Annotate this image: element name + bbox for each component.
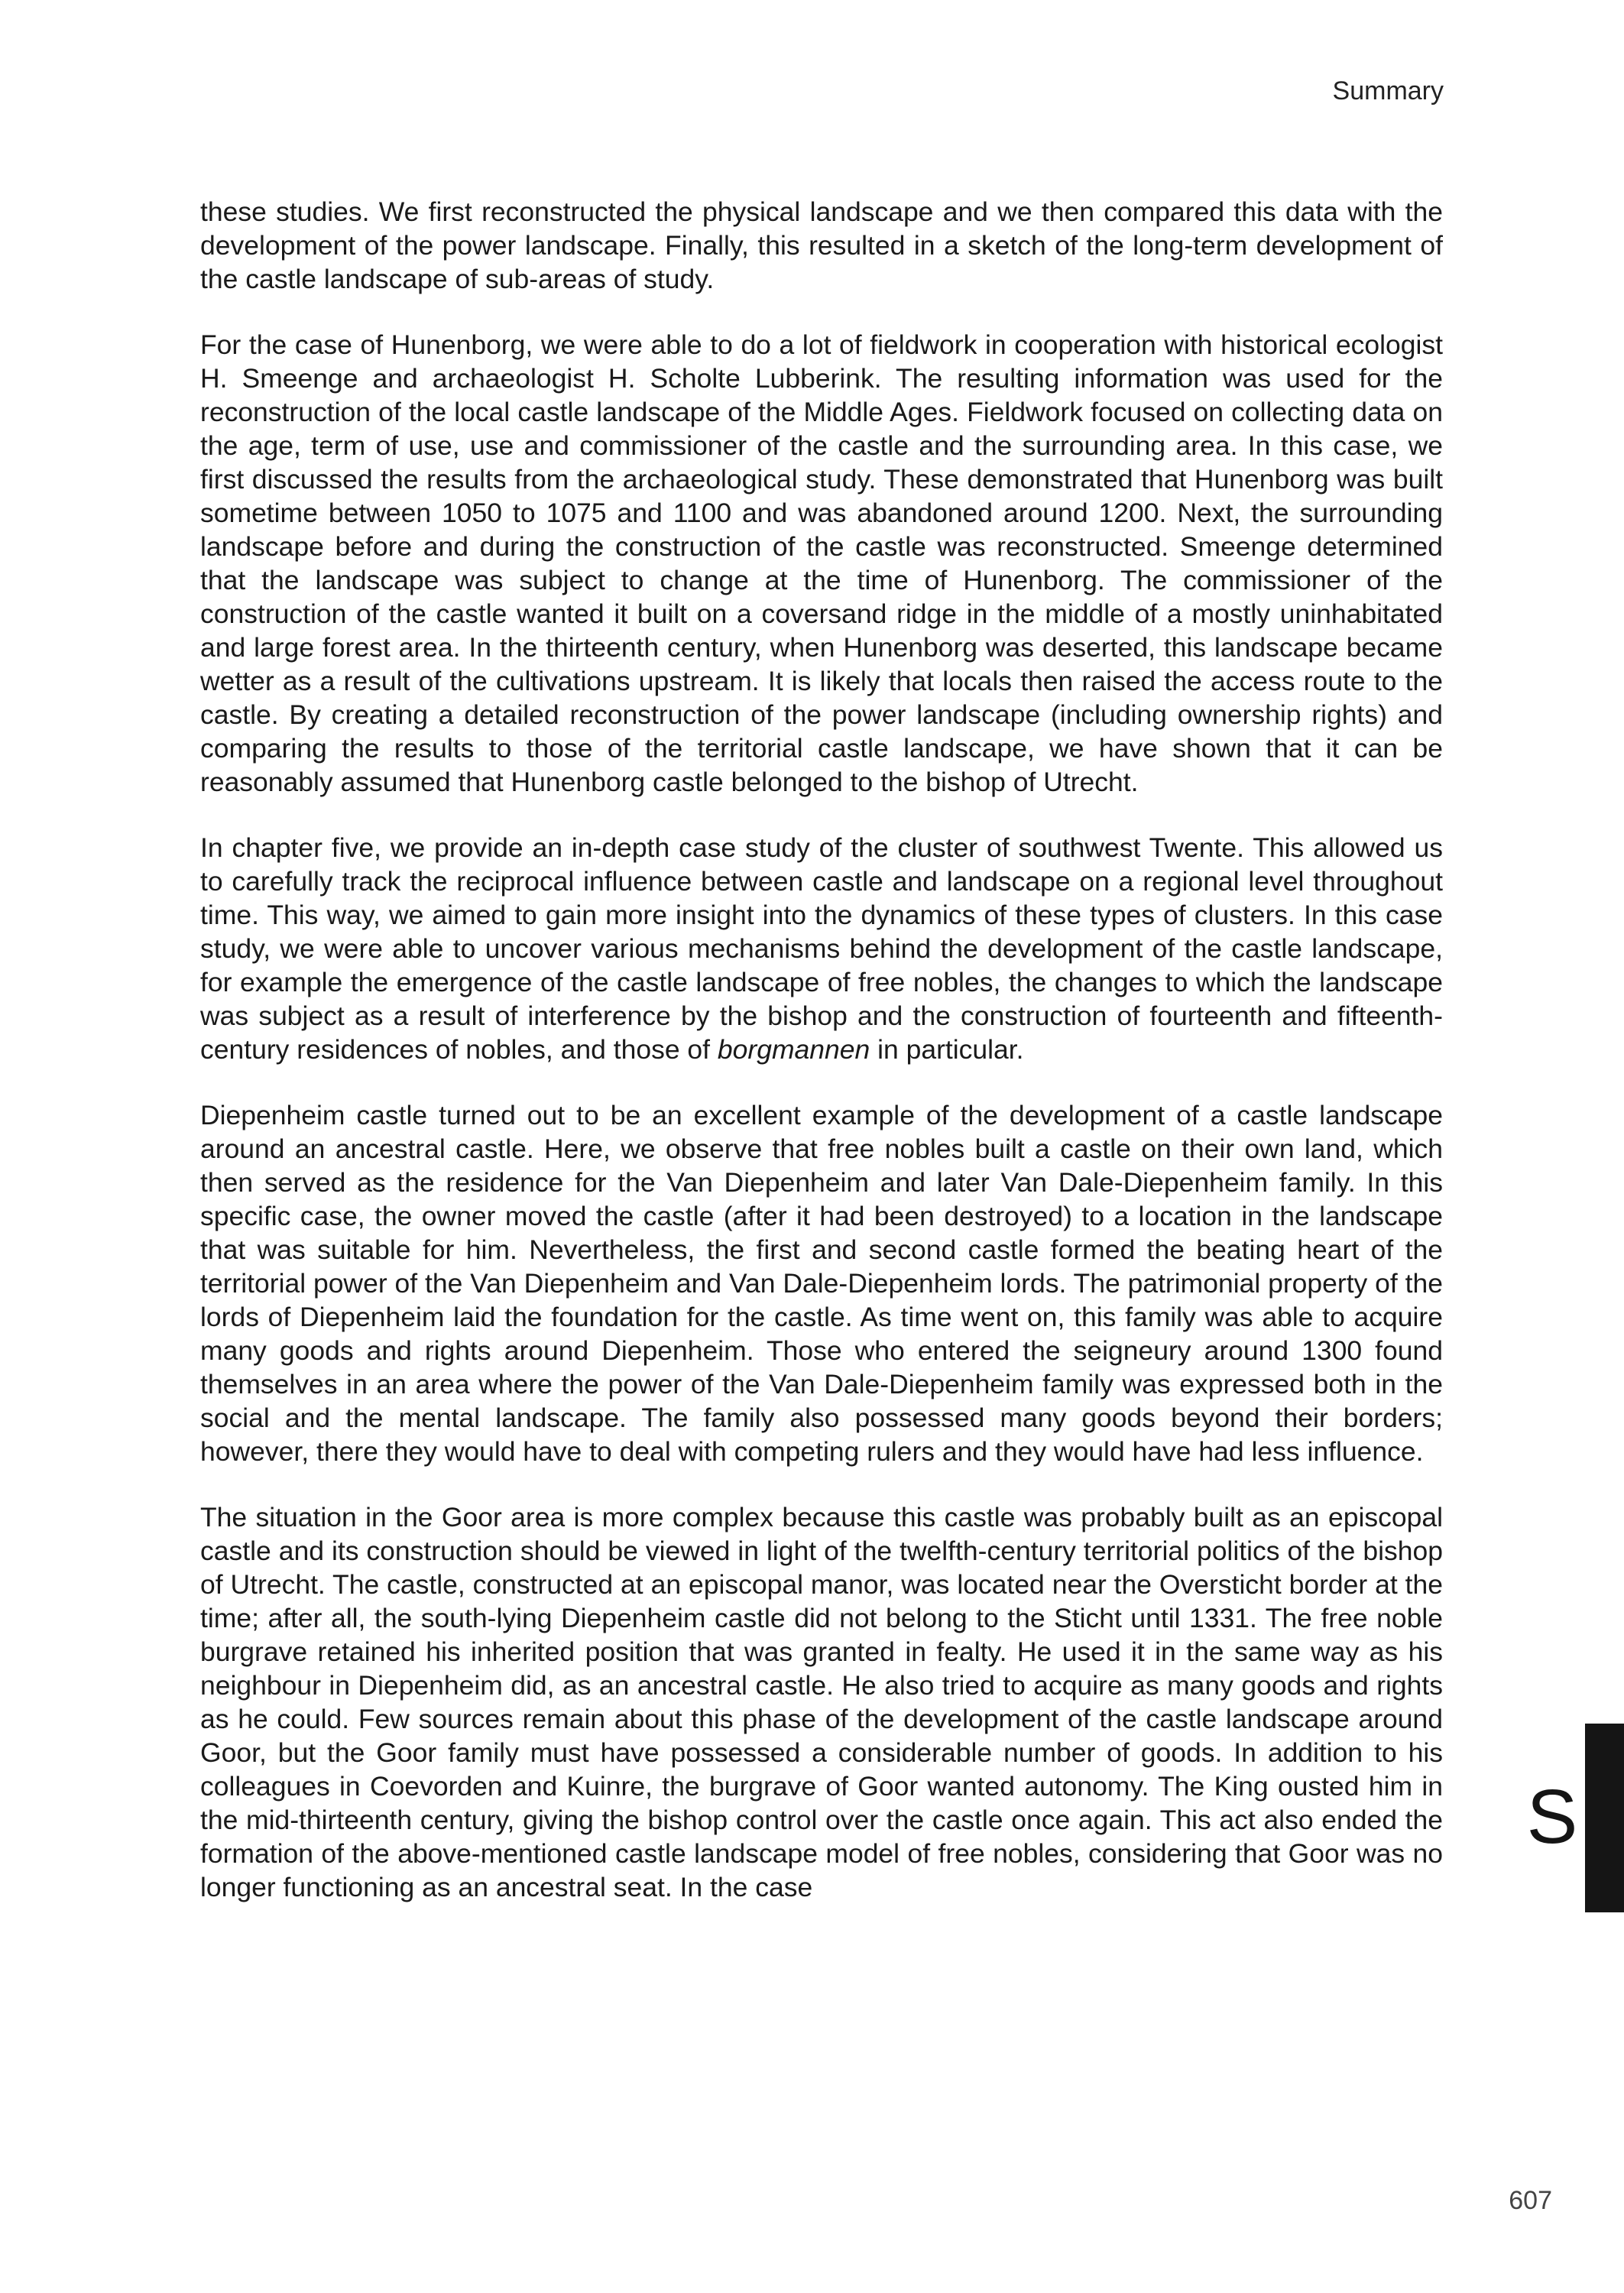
italic-term: borgmannen xyxy=(717,1034,870,1065)
paragraph-text: In chapter five, we provide an in-depth case study of the cluster of southwest Twente. This allowed us to carefully track the reciprocal influence between castle and landscape on a regional level throughout time. This way, we aimed to gain more insight into the dynamics of these types of clusters. In this case study, we were able to uncover various mechanisms behind the development of the castle landscape, for example the emergence of the castle landscape of free nobles, the changes to which the landscape was subject as a result of interference by the bishop and the construction of fourteenth and fifteenth-century residences of nobles, and those of xyxy=(200,832,1443,1065)
running-header: Summary xyxy=(1332,76,1444,105)
body-text xyxy=(200,195,1443,1936)
paragraph xyxy=(200,831,1443,1066)
section-thumb-tab xyxy=(1585,1724,1624,1912)
page-number: 607 xyxy=(1509,2186,1552,2215)
section-letter: S xyxy=(1526,1774,1578,1860)
paragraph: The situation in the Goor area is more complex because this castle was probably built as an episcopal castle and its construction should be viewed in light of the twelfth-century territorial politics of the bishop of Utrecht. The castle, constructed at an episcopal manor, was located near the Oversticht border at the time; after all, the south-lying Diepenheim castle did not belong to the Sticht until 1331. The free noble burgrave retained his inherited position that was granted in fealty. He used it in the same way as his neighbour in Diepenheim did, as an ancestral castle. He also tried to acquire as many goods and rights as he could. Few sources remain about this phase of the development of the castle landscape around Goor, but the Goor family must have possessed a considerable number of goods. In addition to his colleagues in Coevorden and Kuinre, the burgrave of Goor wanted autonomy. The King ousted him in the mid-thirteenth century, giving the bishop control over the castle once again. This act also ended the formation of the above-mentioned castle landscape model of free nobles, considering that Goor was no longer functioning as an ancestral seat. In the case xyxy=(200,1502,1443,1902)
paragraph-text: in particular. xyxy=(870,1034,1024,1065)
paragraph: these studies. We first reconstructed the physical landscape and we then compared this data with the development of the power landscape. Finally, this resulted in a sketch of the long-term development of the castle landscape of sub-areas of study. xyxy=(200,196,1443,294)
paragraph: For the case of Hunenborg, we were able to do a lot of fieldwork in cooperation with historical ecologist H. Smeenge and archaeologist H. Scholte Lubberink. The resulting information was used for the reconstruction of the local castle landscape of the Middle Ages. Fieldwork focused on collecting data on the age, term of use, use and commissioner of the castle and the surrounding area. In this case, we first discussed the results from the archaeological study. These demonstrated that Hunenborg was built sometime between 1050 to 1075 and 1100 and was abandoned around 1200. Next, the surrounding landscape before and during the construction of the castle was reconstructed. Smeenge determined that the landscape was subject to change at the time of Hunenborg. The commissioner of the construction of the castle wanted it built on a coversand ridge in the middle of a mostly uninhabitated and large forest area. In the thirteenth century, when Hunenborg was deserted, this landscape became wetter as a result of the cultivations upstream. It is likely that locals then raised the access route to the castle. By creating a detailed reconstruction of the power landscape (including ownership rights) and comparing the results to those of the territorial castle landscape, we have shown that it can be reasonably assumed that Hunenborg castle belonged to the bishop of Utrecht. xyxy=(200,329,1443,797)
paragraph: Diepenheim castle turned out to be an excellent example of the development of a castle landscape around an ancestral castle. Here, we observe that free nobles built a castle on their own land, which then served as the residence for the Van Diepenheim and later Van Dale-Diepenheim family. In this specific case, the owner moved the castle (after it had been destroyed) to a location in the landscape that was suitable for him. Nevertheless, the first and second castle formed the beating heart of the territorial power of the Van Diepenheim and Van Dale-Diepenheim lords. The patrimonial property of the lords of Diepenheim laid the foundation for the castle. As time went on, this family was able to acquire many goods and rights around Diepenheim. Those who entered the seigneury around 1300 found themselves in an area where the power of the Van Dale-Diepenheim family was expressed both in the social and the mental landscape. The family also possessed many goods beyond their borders; however, there they would have to deal with competing rulers and they would have had less influence. xyxy=(200,1100,1443,1467)
